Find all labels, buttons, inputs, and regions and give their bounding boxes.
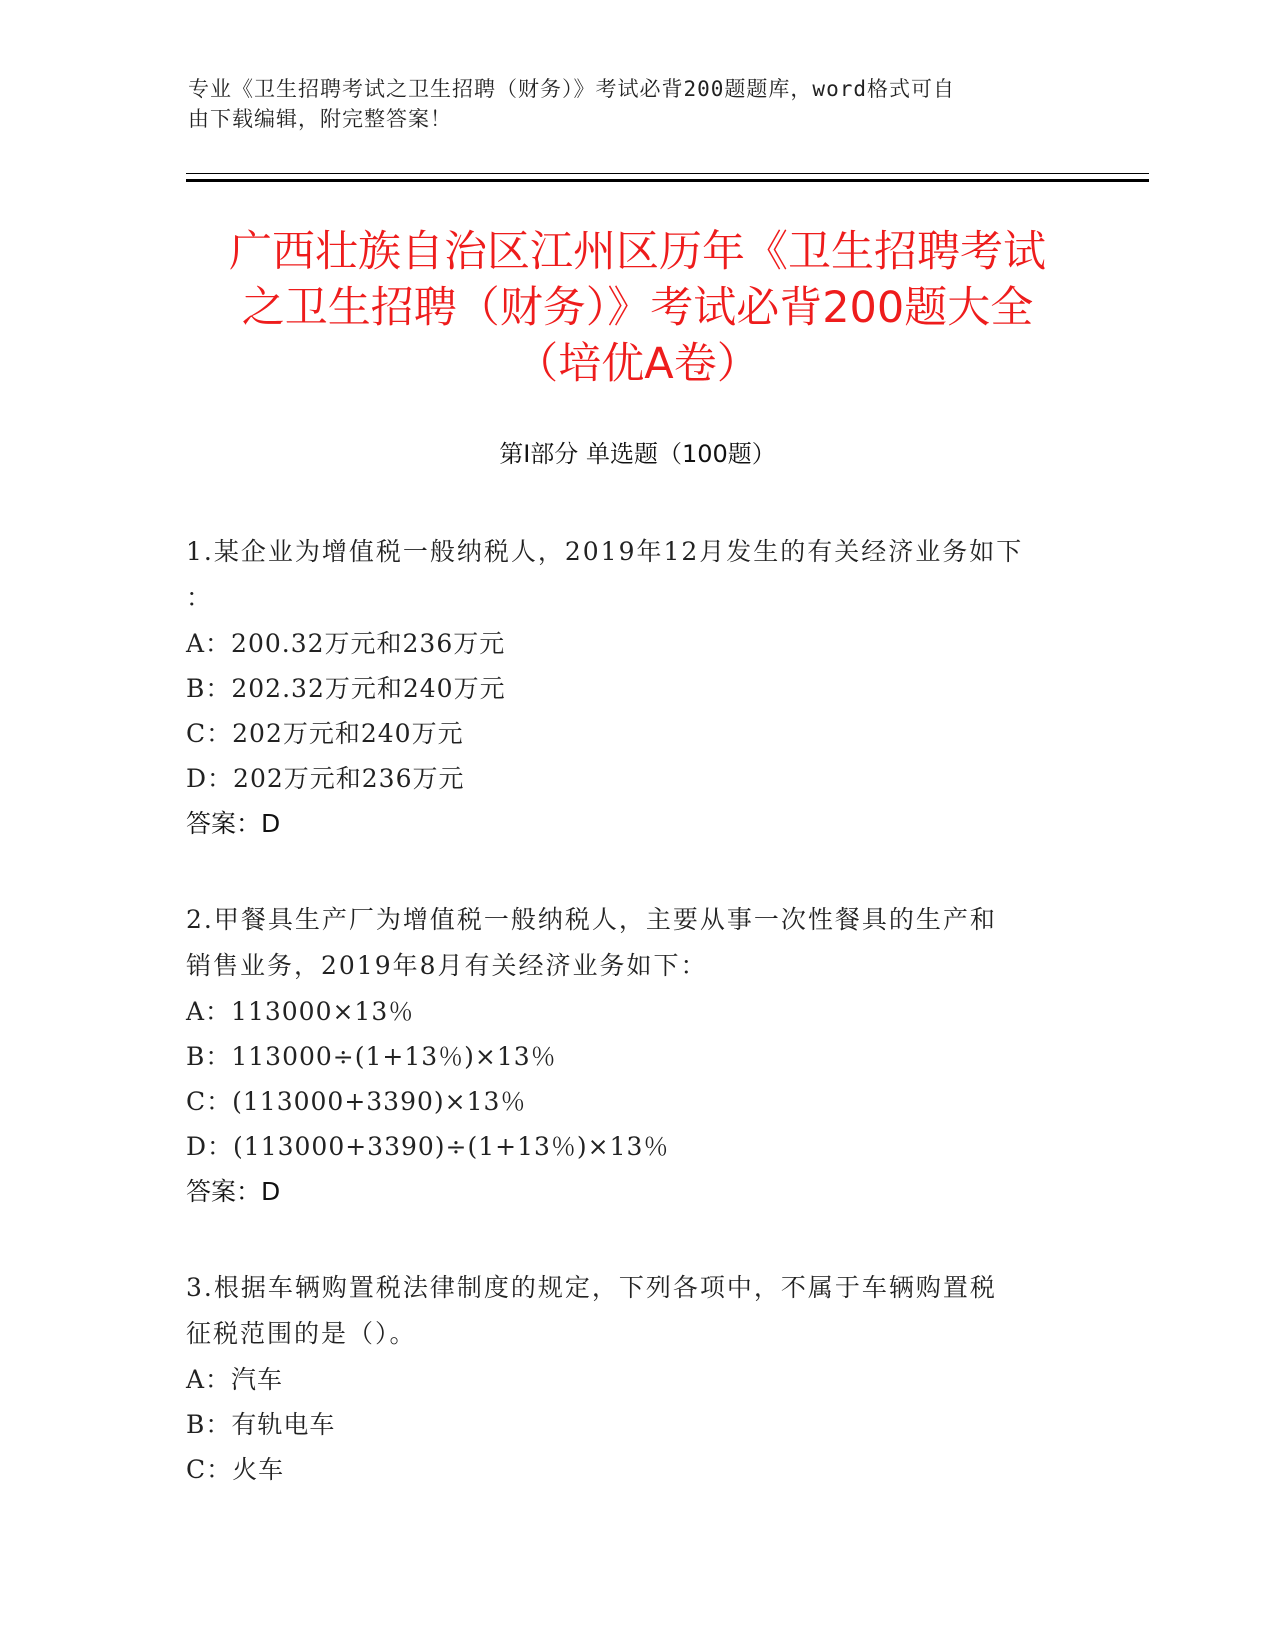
option-b: B：有轨电车 <box>186 1410 336 1439</box>
question-2 <box>186 897 1086 1215</box>
option-d: D：(113000+3390)÷(1+13％)×13％ <box>186 1132 670 1161</box>
document-title <box>150 224 1125 392</box>
question-1 <box>186 529 1086 847</box>
option-a: A：汽车 <box>186 1365 284 1394</box>
title-line: （培优A卷） <box>515 339 760 389</box>
title-line: 之卫生招聘（财务）》考试必背200题大全 <box>241 283 1034 333</box>
header-divider-thin <box>186 173 1149 174</box>
title-line: 广西壮族自治区江州区历年《卫生招聘考试 <box>229 227 1046 277</box>
option-c: C：202万元和240万元 <box>186 719 464 748</box>
question-list <box>186 529 1086 1542</box>
option-b: B：113000÷(1+13％)×13％ <box>186 1042 557 1071</box>
question-stem: 2.甲餐具生产厂为增值税一般纳税人，主要从事一次性餐具的生产和 <box>186 905 997 934</box>
question-stem: 销售业务，2019年8月有关经济业务如下： <box>186 951 708 980</box>
option-a: A：200.32万元和236万元 <box>186 629 506 658</box>
answer-label: 答案：D <box>186 1177 281 1206</box>
option-b: B：202.32万元和240万元 <box>186 674 506 703</box>
intro-text <box>188 74 1088 134</box>
answer-label: 答案：D <box>186 809 281 838</box>
section-title: 第I部分 单选题（100题） <box>499 440 776 468</box>
question-stem: 征税范围的是（）。 <box>186 1319 417 1348</box>
option-a: A：113000×13％ <box>186 997 415 1026</box>
intro-line: 专业《卫生招聘考试之卫生招聘（财务）》考试必背200题题库，word格式可自 <box>188 77 955 101</box>
intro-line: 由下载编辑，附完整答案！ <box>188 107 452 131</box>
question-3 <box>186 1265 1086 1492</box>
option-c: C：火车 <box>186 1455 285 1484</box>
question-stem: 1.某企业为增值税一般纳税人，2019年12月发生的有关经济业务如下 <box>186 537 1024 566</box>
question-stem: 3.根据车辆购置税法律制度的规定，下列各项中，不属于车辆购置税 <box>186 1273 997 1302</box>
header-divider-thick <box>186 179 1149 182</box>
option-d: D：202万元和236万元 <box>186 764 465 793</box>
question-stem: ： <box>186 583 214 612</box>
option-c: C：(113000+3390)×13％ <box>186 1087 527 1116</box>
